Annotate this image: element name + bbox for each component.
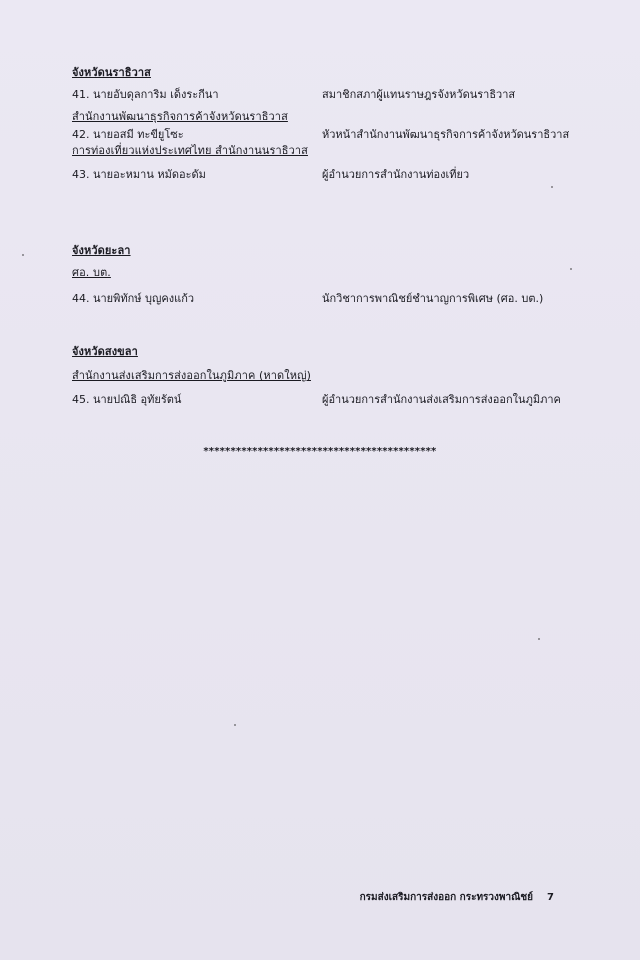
entry-position: สมาชิกสภาผู้แทนราษฎรจังหวัดนราธิวาส: [322, 88, 516, 101]
entry-position: ผู้อำนวยการสำนักงานท่องเที่ยว: [322, 168, 470, 181]
scan-speck: [234, 724, 236, 726]
list-item: [72, 393, 612, 409]
list-item: [72, 292, 612, 308]
scan-speck: [538, 638, 540, 640]
group-heading: การท่องเที่ยวแห่งประเทศไทย สำนักงานนราธิวาส: [72, 144, 308, 157]
scan-speck: [570, 268, 572, 270]
section-yala: [72, 244, 612, 308]
group-heading: สำนักงานส่งเสริมการส่งออกในภูมิภาค (หาดใหญ่): [72, 369, 311, 382]
asterisk-separator: *******************************************: [203, 446, 437, 457]
scan-speck: [22, 254, 24, 256]
entry-name: 42. นายอสมี ทะขียูโซะ: [72, 128, 184, 141]
page-number: 7: [547, 892, 554, 903]
entry-name: 45. นายปณิธิ อุทัยรัตน์: [72, 393, 182, 406]
list-item: [72, 128, 612, 144]
page-footer: [360, 890, 554, 905]
footer-text: กรมส่งเสริมการส่งออก กระทรวงพาณิชย์: [359, 892, 534, 903]
entry-position: หัวหน้าสำนักงานพัฒนาธุรกิจการค้าจังหวัดนราธิวาส: [322, 128, 570, 141]
list-item: [72, 88, 612, 104]
group-heading: สำนักงานพัฒนาธุรกิจการค้าจังหวัดนราธิวาส: [72, 110, 288, 123]
entry-name: 41. นายอับดุลการิม เด็งระกีนา: [72, 88, 219, 101]
group-heading: ศอ. บต.: [72, 266, 111, 279]
entry-name: 44. นายพิทักษ์ บุญคงแก้ว: [72, 292, 195, 305]
entry-name: 43. นายอะหมาน หมัดอะดัม: [72, 168, 206, 181]
entry-position: นักวิชาการพาณิชย์ชำนาญการพิเศษ (ศอ. บต.): [322, 292, 544, 305]
scan-speck: [551, 186, 553, 188]
entry-position: ผู้อำนวยการสำนักงานส่งเสริมการส่งออกในภูมิภาค: [322, 393, 561, 406]
section-heading: จังหวัดนราธิวาส: [72, 66, 151, 79]
section-heading: จังหวัดยะลา: [72, 244, 131, 257]
section-heading: จังหวัดสงขลา: [72, 345, 138, 358]
section-narathiwat: [72, 64, 612, 184]
section-songkhla: [72, 345, 612, 409]
list-item: [72, 168, 612, 184]
